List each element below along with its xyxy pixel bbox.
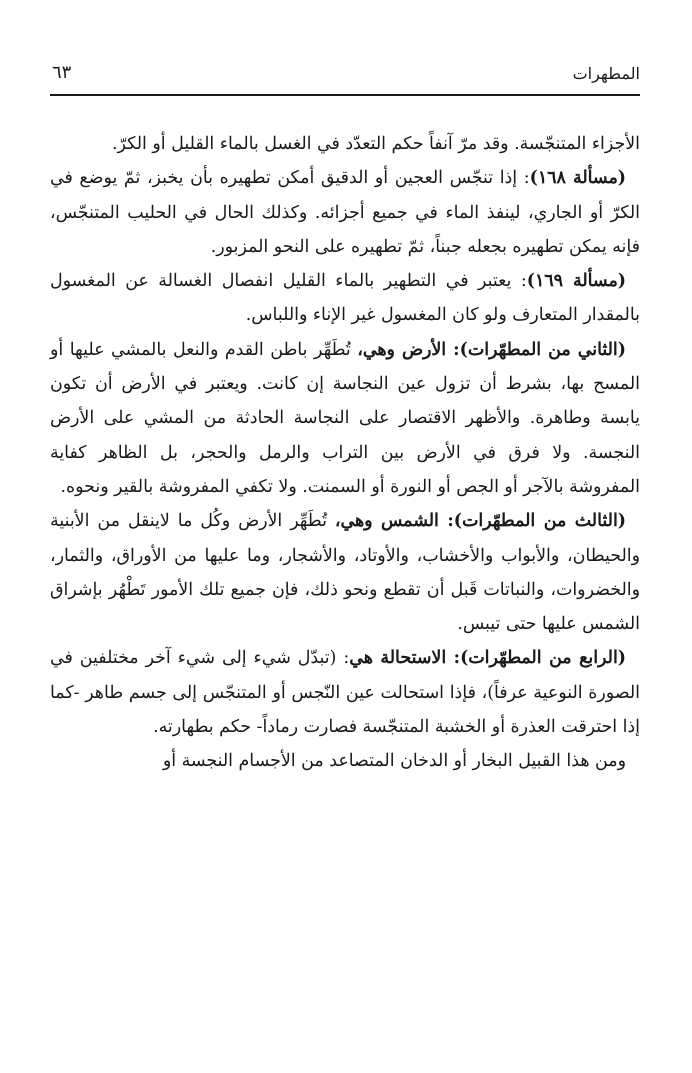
- header-divider: [50, 94, 640, 96]
- paragraph-purifier-earth: [50, 333, 640, 504]
- paragraph-continuing: [50, 744, 640, 778]
- paragraph-text: : إذا تنجّس العجين أو الدقيق أمكن تطهيره بأن يخبز، ثمّ يوضع في الكرّ أو الجاري، لينفذ الماء في جميع أجزائه. وكذلك الحال في الحليب المتنجّس، فإنه يمكن تطهيره بجعله جبناً، ثمّ تطهيره على النحو المزبور.: [50, 168, 640, 257]
- paragraph-text: تُطَهِّر باطن القدم والنعل بالمشي عليها أو المسح بها، بشرط أن تزول عين النجاسة إن كانت. ويعتبر في الأرض أن تكون يابسة وطاهرة. والأظهر الاقتصار على النجاسة الحادثة من المشي على الأرض النجسة. ولا فرق في الأرض بين التراب والرمل والحجر، بل الظاهر كفاية المفروشة بالآجر أو الجص أو النورة أو السمنت. ولا تكفي المفروشة بالقير ونحوه.: [50, 339, 640, 497]
- paragraph-issue-169: [50, 264, 640, 333]
- paragraph-purifier-sun: [50, 504, 640, 641]
- issue-label: (مسألة ١٦٨): [529, 168, 626, 189]
- issue-label: (مسألة ١٦٩): [526, 271, 626, 292]
- paragraph-text: : (تبدّل شيء إلى شيء آخر مختلفين في الصورة النوعية عرفاً)، فإذا استحالت عين النّجس أو المتنجّس إلى جسم طاهر -كما إذا احترقت العذرة أو الخشبة المتنجّسة فصارت رماداً- حكم بطهارته.: [50, 648, 640, 738]
- running-header-title: المطهرات: [572, 64, 640, 83]
- running-header: [50, 62, 640, 92]
- section-label: (الثاني من المطهّرات): الأرض وهي،: [357, 339, 626, 360]
- paragraph-issue-168: [50, 161, 640, 264]
- paragraph-continuation: [50, 127, 640, 161]
- section-label: (الثالث من المطهّرات): الشمس وهي،: [334, 511, 627, 532]
- paragraph-purifier-transformation: [50, 641, 640, 744]
- section-label: (الرابع من المطهّرات): الاستحالة هي: [349, 648, 627, 669]
- paragraph-text: تُطَهِّر الأرض وكُل ما لاينقل من الأبنية والحيطان، والأبواب والأخشاب، والأوتاد، والأشجار، وما عليها من الأوراق، والثمار، والخضروات، والنباتات قَبل أن تقطع ونحو ذلك، فإن جميع تلك الأمور تَطْهُر بإشراق الشمس عليها حتى تيبس.: [50, 511, 640, 635]
- page-body: [50, 127, 640, 779]
- paragraph-text: ومن هذا القبيل البخار أو الدخان المتصاعد من الأجسام النجسة أو: [162, 751, 626, 772]
- paragraph-text: : يعتبر في التطهير بالماء القليل انفصال الغسالة عن المغسول بالمقدار المتعارف ولو كان المغسول غير الإناء واللباس.: [50, 271, 640, 326]
- paragraph-text: الأجزاء المتنجّسة. وقد مرّ آنفاً حكم التعدّد في الغسل بالماء القليل أو الكرّ.: [112, 134, 640, 154]
- page-number: ٦٣: [52, 62, 72, 83]
